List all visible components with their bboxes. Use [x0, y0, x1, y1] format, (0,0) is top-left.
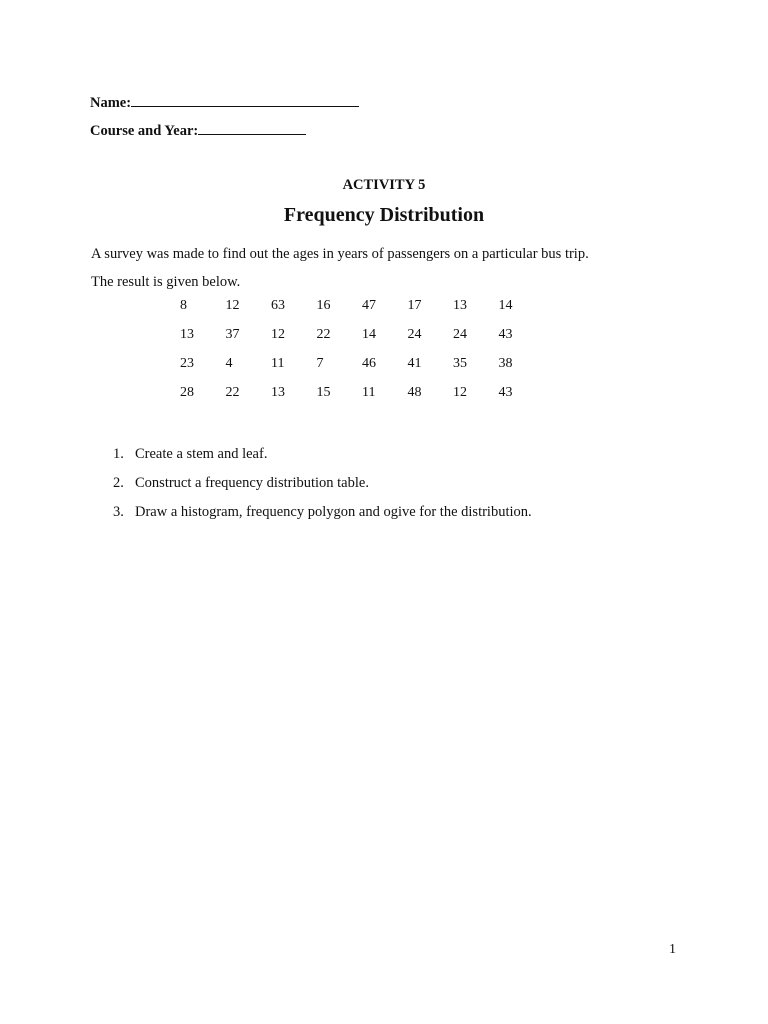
table-cell: 22: [316, 327, 331, 342]
intro-paragraph: [91, 240, 711, 296]
list-item-number: 2.: [113, 475, 124, 491]
table-cell: 35: [453, 356, 467, 371]
table-cell: 17: [407, 298, 422, 313]
table-row: [180, 298, 544, 327]
table-cell: 12: [453, 385, 467, 400]
intro-line-2: The result is given below.: [91, 274, 241, 290]
table-cell: 8: [180, 298, 187, 313]
table-cell: 7: [316, 356, 324, 371]
table-cell: 24: [453, 327, 467, 342]
list-item-text: Construct a frequency distribution table.: [135, 475, 369, 491]
name-field: [90, 94, 359, 112]
page-number: 1: [669, 942, 676, 957]
table-cell: 43: [498, 327, 513, 342]
table-cell: 23: [180, 356, 194, 371]
list-item: [113, 446, 532, 475]
table-cell: 37: [225, 327, 240, 342]
activity-label: ACTIVITY 5: [342, 177, 426, 193]
table-cell: 47: [362, 298, 376, 313]
list-item-number: 1.: [113, 446, 124, 462]
name-blank-line: [131, 94, 359, 107]
course-year-label: Course and Year:: [90, 123, 199, 139]
table-cell: 11: [362, 385, 376, 400]
list-item: [113, 504, 532, 533]
table-row: [180, 385, 544, 414]
table-cell: 38: [498, 356, 513, 371]
table-cell: 12: [225, 298, 240, 313]
list-item-number: 3.: [113, 504, 124, 520]
table-cell: 13: [180, 327, 194, 342]
table-cell: 14: [498, 298, 513, 313]
table-cell: 13: [271, 385, 285, 400]
table-cell: 22: [225, 385, 240, 400]
list-item-text: Create a stem and leaf.: [135, 446, 268, 462]
list-item-text: Draw a histogram, frequency polygon and ogive for the distribution.: [135, 504, 532, 520]
table-cell: 15: [316, 385, 331, 400]
table-cell: 41: [407, 356, 422, 371]
name-label: Name:: [90, 95, 132, 111]
course-year-field: [90, 122, 306, 140]
table-cell: 12: [271, 327, 285, 342]
table-cell: 16: [316, 298, 331, 313]
table-cell: 46: [362, 356, 376, 371]
table-cell: 13: [453, 298, 467, 313]
table-cell: 48: [407, 385, 422, 400]
table-cell: 14: [362, 327, 376, 342]
table-cell: 11: [271, 356, 285, 371]
table-cell: 63: [271, 298, 285, 313]
table-row: [180, 356, 544, 385]
task-list: [113, 446, 532, 533]
table-cell: 4: [225, 356, 233, 371]
ages-data-table: [180, 298, 544, 414]
table-row: [180, 327, 544, 356]
page-title: Frequency Distribution: [283, 204, 485, 226]
intro-line-1: A survey was made to find out the ages in years of passengers on a particular bus trip.: [91, 246, 589, 262]
table-cell: 43: [498, 385, 513, 400]
list-item: [113, 475, 532, 504]
table-cell: 28: [180, 385, 194, 400]
course-year-blank-line: [198, 122, 306, 135]
table-cell: 24: [407, 327, 422, 342]
